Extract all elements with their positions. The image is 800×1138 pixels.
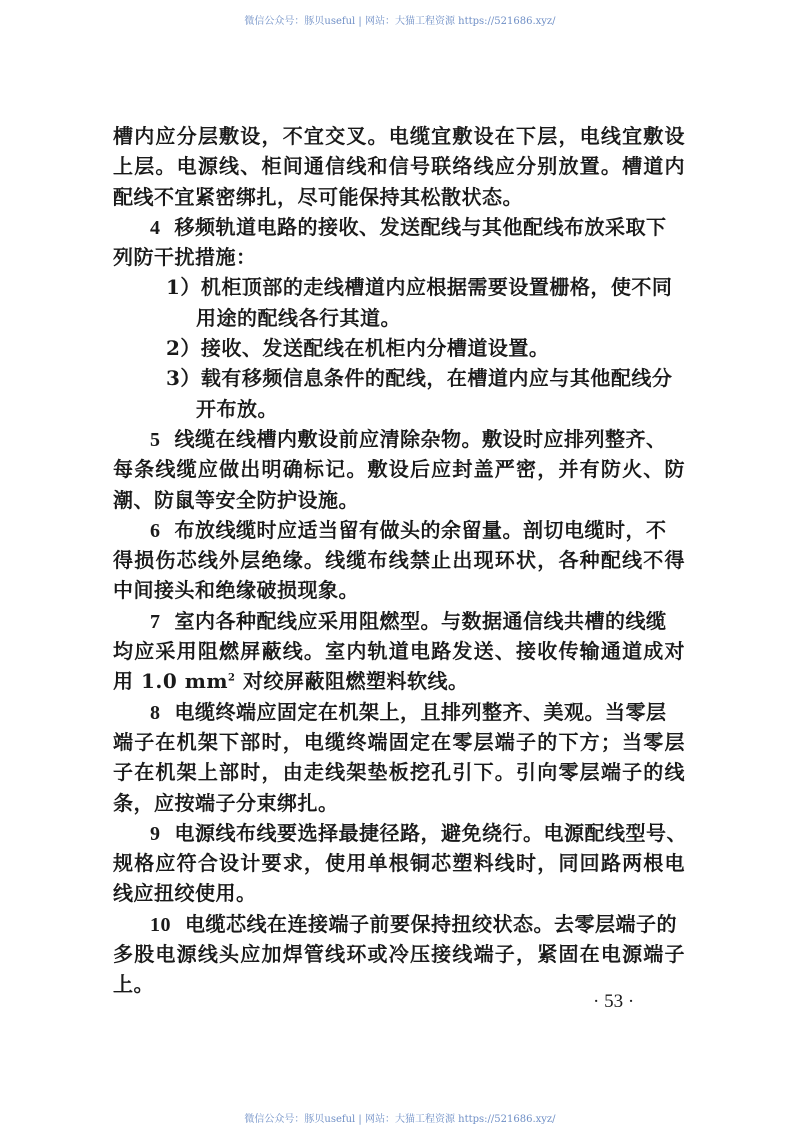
paragraph-9 [113,818,685,848]
text-line: 中间接头和绝缘破损现象。 [113,578,359,603]
text-line: 用途的配线各行其道。 [196,305,401,330]
text-line: 规格应符合设计要求，使用单根铜芯塑料线时，同回路两根电 [113,851,685,876]
text-line: 子在机架上部时，由走线架垫板挖孔引下。引向零层端子的线 [113,760,685,785]
paragraph-4 [113,212,685,242]
text-line: 室内各种配线应采用阻燃型。与数据通信线共槽的线缆 [174,608,667,633]
text-line: 潮、防鼠等安全防护设施。 [113,487,359,512]
paragraph-8 [113,697,685,727]
page-number: · 53 · [593,991,635,1012]
item-number: 5 [150,428,161,451]
text-line: 端子在机架下部时，电缆终端固定在零层端子的下方；当零层 [113,729,685,754]
text-line: 得损伤芯线外层绝缘。线缆布线禁止出现环状，各种配线不得 [113,548,685,573]
text-line: 槽内应分层敷设，不宜交叉。电缆宜敷设在下层，电线宜敷设 [113,124,685,148]
text-line: 均应采用阻燃屏蔽线。室内轨道电路发送、接收传输通道成对 [113,639,685,664]
item-number: 10 [150,913,171,936]
text-line: 移频轨道电路的接收、发送配线与其他配线布放采取下 [174,214,667,239]
sub-item-1: 1）机柜顶部的走线槽道内应根据需要设置栅格，使不同 [166,275,673,300]
paragraph-6 [113,515,685,545]
watermark-footer: 微信公众号：豚贝useful | 网站：大猫工程资源 https://521686.xyz/ [244,1114,556,1125]
text-line [113,666,685,696]
unit-text: 用 1.0 mm [113,669,229,694]
text-line: 电缆终端应固定在机架上，且排列整齐、美观。当零层 [174,699,667,724]
item-number: 7 [150,610,161,633]
item-number: 8 [150,701,161,724]
text-line: 条，应按端子分束绑扎。 [113,790,339,815]
paragraph-5 [113,424,685,454]
text-line: 电缆芯线在连接端子前要保持扭绞状态。去零层端子的 [185,911,677,936]
text-line: 线应扭绞使用。 [113,881,257,906]
text-line: 每条线缆应做出明确标记。敷设后应封盖严密，并有防火、防 [113,457,685,482]
document-body [113,121,685,1000]
text-line: 线缆在线槽内敷设前应清除杂物。敷设时应排列整齐、 [174,426,667,451]
sub-item-2: 2）接收、发送配线在机柜内分槽道设置。 [166,336,550,361]
paragraph-7 [113,606,685,636]
text-line: 上。 [113,972,154,997]
text-line: 开布放。 [196,396,278,421]
text-line: 布放线缆时应适当留有做头的余留量。剖切电缆时，不 [174,517,667,542]
text-line: 上层。电源线、柜间通信线和信号联络线应分别放置。槽道内 [113,154,685,179]
item-number: 6 [150,519,161,542]
text-line: 多股电源线头应加焊管线环或冷压接线端子，紧固在电源端子 [113,942,685,967]
watermark-header: 微信公众号：豚贝useful | 网站：大猫工程资源 https://521686.xyz/ [244,16,556,27]
text-line: 配线不宜紧密绑扎，尽可能保持其松散状态。 [113,184,523,209]
superscript: 2 [228,672,236,684]
text-line-rest: 对绞屏蔽阻燃塑料软线。 [242,669,469,694]
paragraph-10 [113,909,685,939]
text-line: 电源线布线要选择最捷径路，避免绕行。电源配线型号、 [174,820,687,845]
item-number: 9 [150,822,161,845]
text-line: 列防干扰措施： [113,245,257,270]
item-number: 4 [150,216,161,239]
sub-item-3: 3）载有移频信息条件的配线，在槽道内应与其他配线分 [166,366,673,391]
